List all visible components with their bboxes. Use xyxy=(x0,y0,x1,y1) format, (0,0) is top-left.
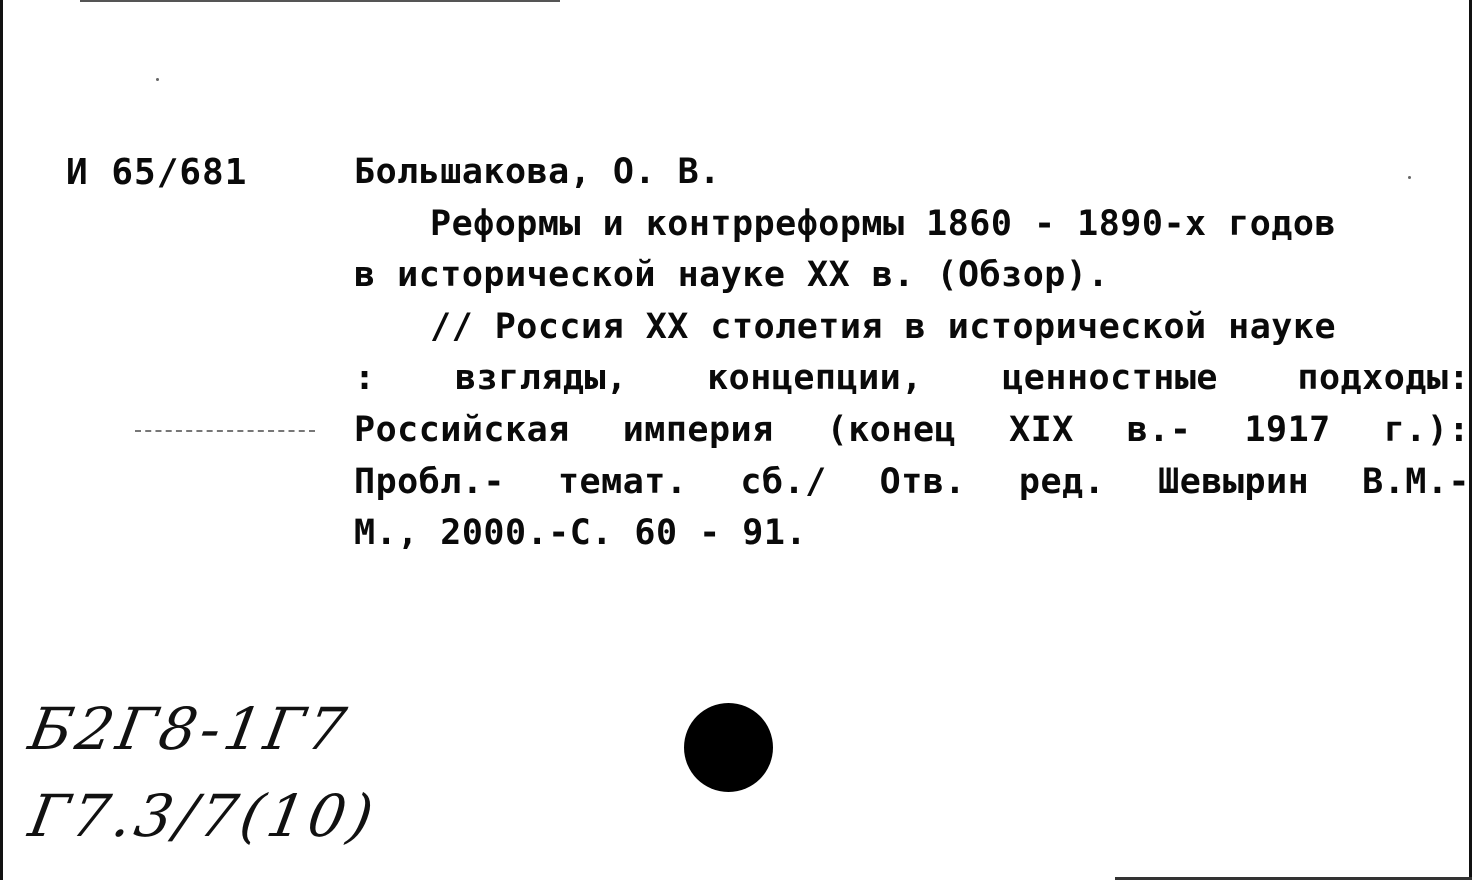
bibliographic-entry xyxy=(354,147,1470,560)
source-line-5: М., 2000.-С. 60 - 91. xyxy=(354,513,808,554)
title-line-1: Реформы и контрреформы 1860 - 1890-х годов xyxy=(430,203,1337,244)
title-line-2: в исторической науке XX в. (Обзор). xyxy=(354,255,1110,296)
handwritten-classification-1: Б2Г8-1Г7 xyxy=(24,695,355,763)
handwritten-classification-2: Г7.3/7(10) xyxy=(24,782,383,850)
call-number: И 65/681 xyxy=(66,152,248,193)
card-left-edge xyxy=(0,0,3,880)
source-line-4: Пробл.- темат. сб./ Отв. ред. Шевырин В.М.- xyxy=(354,461,1470,502)
speck xyxy=(156,78,159,81)
source-line-3: Российская империя (конец XIX в.- 1917 г.): xyxy=(354,409,1470,450)
source-line-1: // Россия XX столетия в исторической науке xyxy=(430,306,1337,347)
card-top-line xyxy=(80,0,560,2)
source-line-2: : взгляды, концепции, ценностные подходы: xyxy=(354,358,1470,399)
author-line: Большакова, О. В. xyxy=(354,152,721,192)
punch-hole xyxy=(684,703,773,792)
dashed-mark xyxy=(135,430,315,432)
